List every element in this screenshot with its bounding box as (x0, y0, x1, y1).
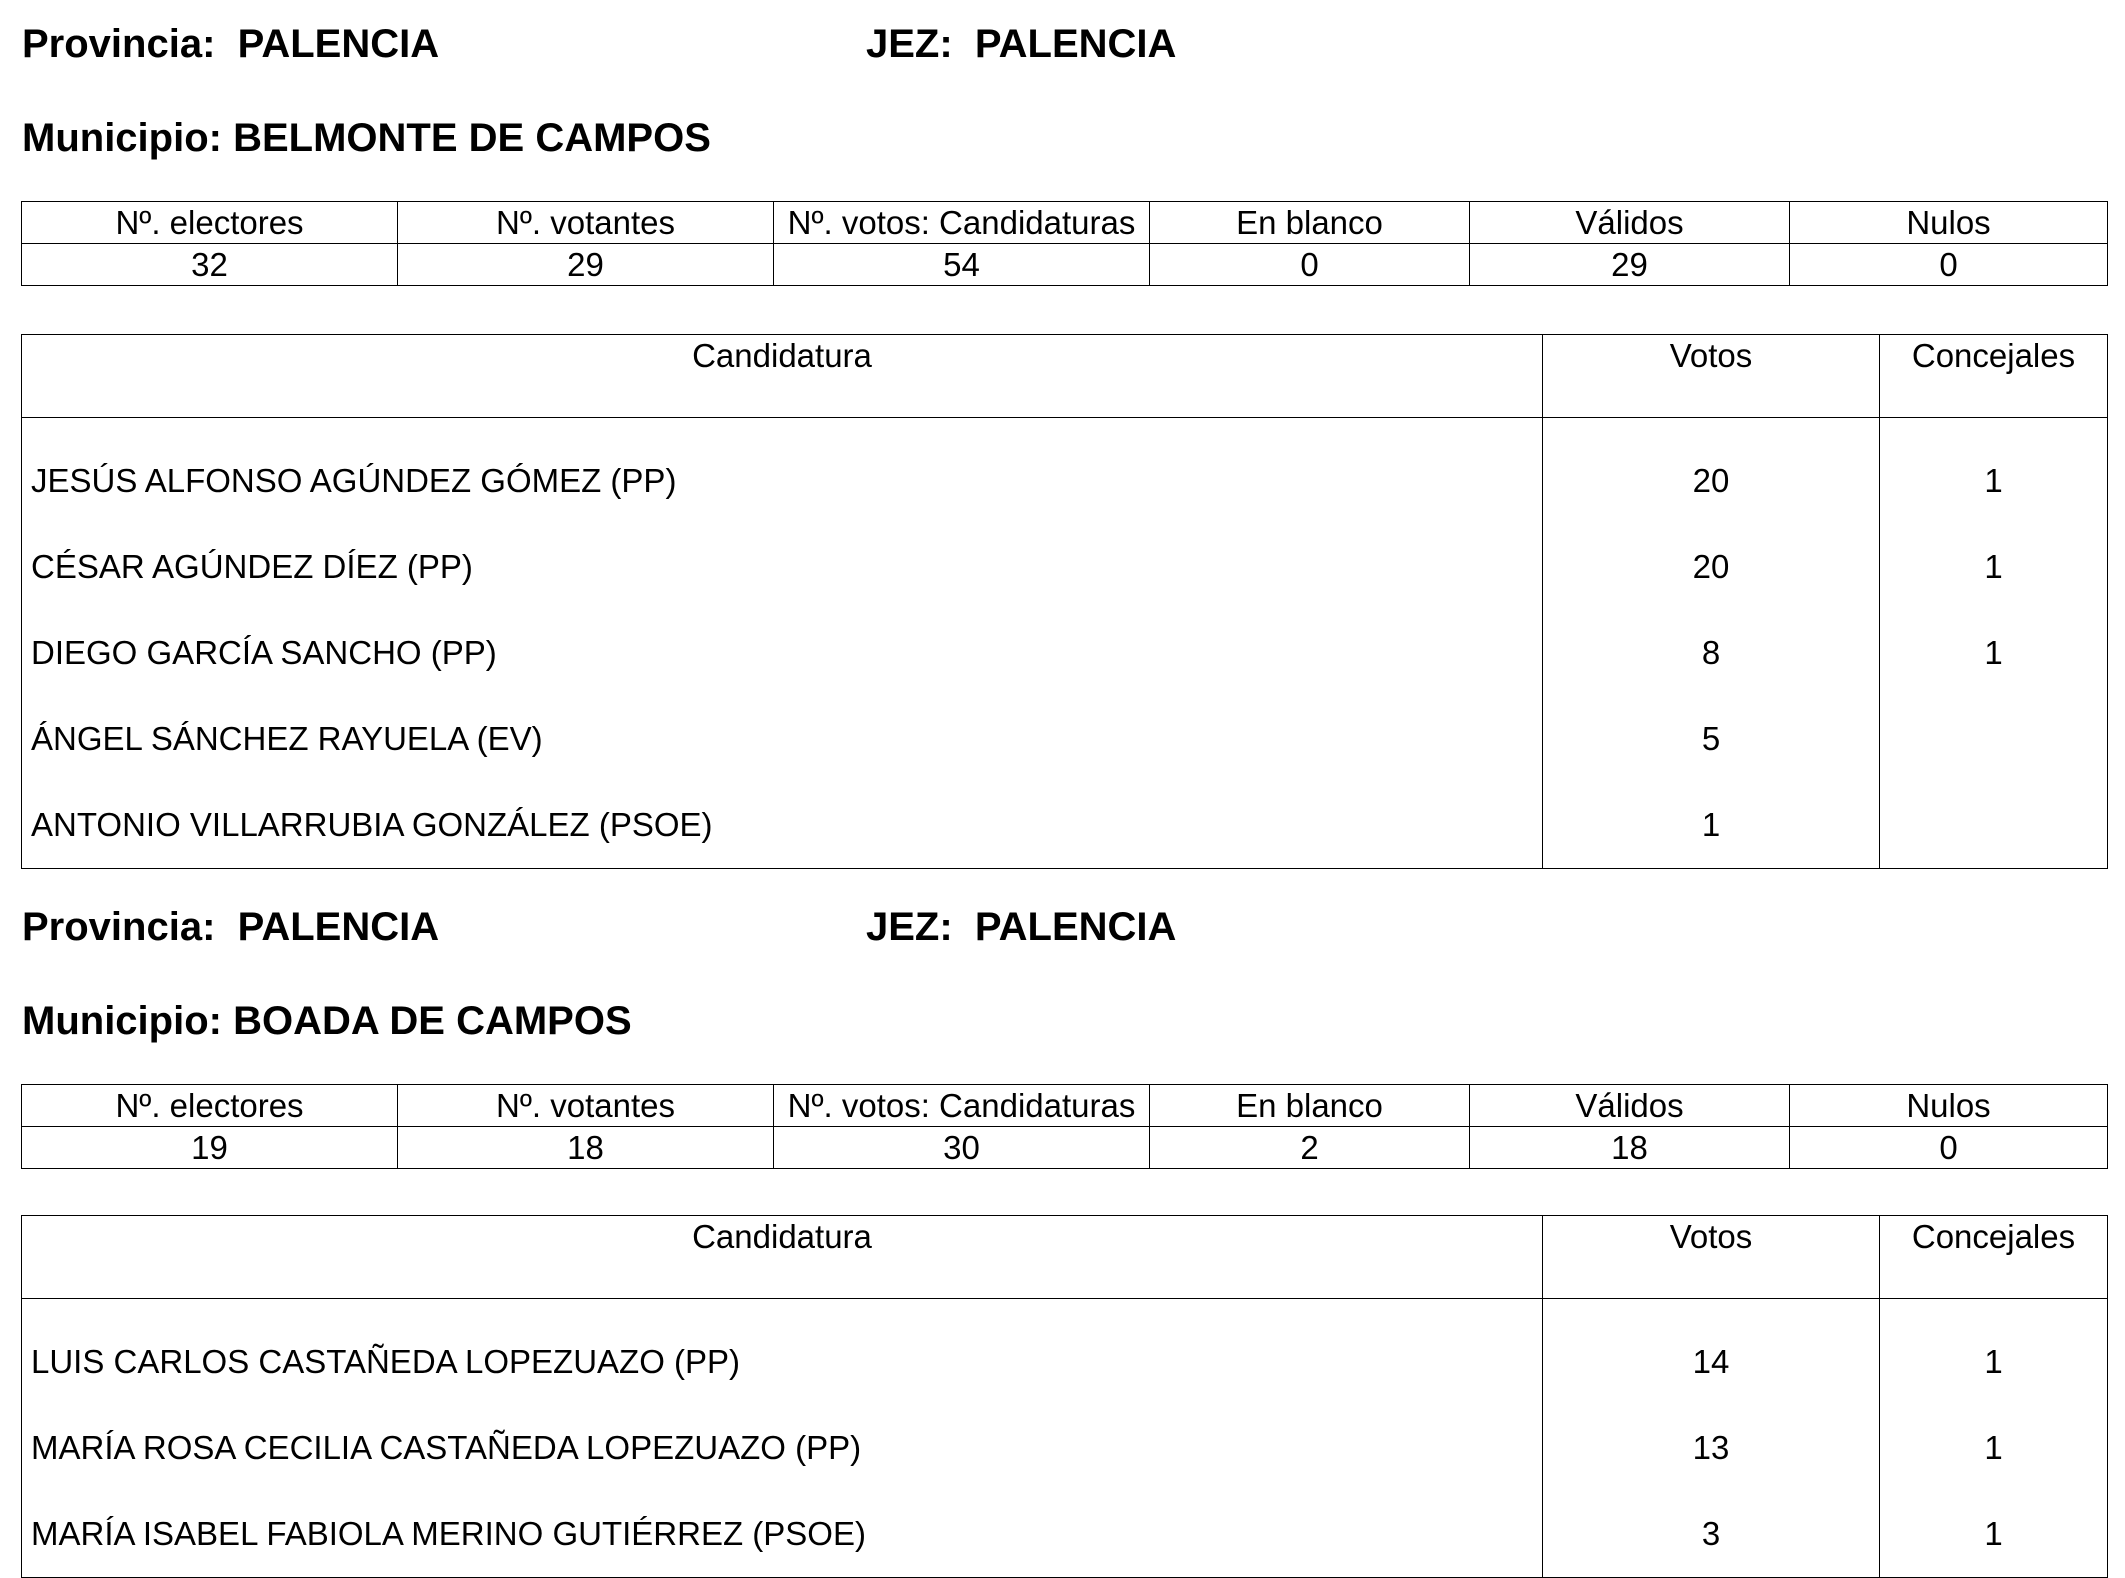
stats-value-cell: 0 (1790, 1127, 2108, 1169)
candidate-row (22, 1299, 2108, 1406)
stats-header-row (22, 202, 2108, 244)
candidate-votos: 3 (1543, 1491, 1880, 1578)
candidate-concejales: 1 (1880, 1405, 2108, 1491)
candidate-concejales: 1 (1880, 418, 2108, 525)
candidate-votos: 20 (1543, 418, 1880, 525)
candidates-table (21, 1215, 2108, 1578)
stats-value-cell: 54 (774, 244, 1150, 286)
candidate-name: MARÍA ROSA CECILIA CASTAÑEDA LOPEZUAZO (PP) (22, 1405, 1543, 1491)
candidates-table (21, 334, 2108, 869)
candidate-concejales (1880, 696, 2108, 782)
stats-table (21, 1084, 2108, 1169)
stats-value-cell: 18 (398, 1127, 774, 1169)
municipio-heading (22, 115, 711, 161)
municipio-label: Municipio: (22, 116, 222, 160)
provincia-label: Provincia: (22, 22, 216, 66)
stats-header-cell: Válidos (1470, 1085, 1790, 1127)
candidate-concejales: 1 (1880, 524, 2108, 610)
stats-header-cell: Nº. votos: Candidaturas (774, 202, 1150, 244)
stats-header-cell: En blanco (1150, 1085, 1470, 1127)
concejales-header: Concejales (1880, 335, 2108, 418)
stats-header-cell: En blanco (1150, 202, 1470, 244)
jez-label: JEZ: (866, 905, 953, 949)
candidate-concejales: 1 (1880, 1299, 2108, 1406)
votos-header: Votos (1543, 1216, 1880, 1299)
jez-value: PALENCIA (974, 22, 1177, 66)
candidate-name: MARÍA ISABEL FABIOLA MERINO GUTIÉRREZ (PSOE) (22, 1491, 1543, 1578)
provincia-heading (22, 904, 439, 950)
provincia-heading (22, 21, 439, 67)
stats-value-cell: 2 (1150, 1127, 1470, 1169)
provincia-label: Provincia: (22, 905, 216, 949)
candidates-header-row (22, 335, 2108, 418)
stats-value-cell: 29 (398, 244, 774, 286)
candidate-votos: 8 (1543, 610, 1880, 696)
candidates-header-row (22, 1216, 2108, 1299)
candidate-votos: 5 (1543, 696, 1880, 782)
provincia-value: PALENCIA (237, 905, 440, 949)
jez-heading (866, 904, 1176, 950)
candidate-name: ÁNGEL SÁNCHEZ RAYUELA (EV) (22, 696, 1543, 782)
municipio-value: BELMONTE DE CAMPOS (233, 116, 711, 160)
municipio-label: Municipio: (22, 999, 222, 1043)
stats-value-row (22, 1127, 2108, 1169)
candidate-row (22, 782, 2108, 869)
stats-table (21, 201, 2108, 286)
stats-value-cell: 30 (774, 1127, 1150, 1169)
candidate-name: CÉSAR AGÚNDEZ DÍEZ (PP) (22, 524, 1543, 610)
jez-heading (866, 21, 1176, 67)
municipio-value: BOADA DE CAMPOS (233, 999, 632, 1043)
candidate-row (22, 1491, 2108, 1578)
stats-header-cell: Nº. votantes (398, 202, 774, 244)
stats-value-cell: 18 (1470, 1127, 1790, 1169)
stats-header-cell: Nº. electores (22, 202, 398, 244)
candidate-row (22, 610, 2108, 696)
candidate-row (22, 696, 2108, 782)
stats-value-cell: 29 (1470, 244, 1790, 286)
candidate-concejales (1880, 782, 2108, 869)
stats-header-cell: Nº. votantes (398, 1085, 774, 1127)
candidate-votos: 20 (1543, 524, 1880, 610)
stats-header-cell: Válidos (1470, 202, 1790, 244)
stats-value-cell: 19 (22, 1127, 398, 1169)
candidatura-header: Candidatura (22, 335, 1543, 418)
stats-header-cell: Nulos (1790, 202, 2108, 244)
municipio-heading (22, 998, 632, 1044)
stats-header-cell: Nº. votos: Candidaturas (774, 1085, 1150, 1127)
jez-value: PALENCIA (974, 905, 1177, 949)
candidate-row (22, 418, 2108, 525)
stats-header-row (22, 1085, 2108, 1127)
candidate-name: ANTONIO VILLARRUBIA GONZÁLEZ (PSOE) (22, 782, 1543, 869)
candidate-votos: 13 (1543, 1405, 1880, 1491)
stats-header-cell: Nº. electores (22, 1085, 398, 1127)
candidate-row (22, 524, 2108, 610)
stats-value-cell: 0 (1790, 244, 2108, 286)
stats-value-row (22, 244, 2108, 286)
candidate-name: LUIS CARLOS CASTAÑEDA LOPEZUAZO (PP) (22, 1299, 1543, 1406)
candidate-votos: 1 (1543, 782, 1880, 869)
stats-header-cell: Nulos (1790, 1085, 2108, 1127)
candidate-concejales: 1 (1880, 610, 2108, 696)
stats-value-cell: 0 (1150, 244, 1470, 286)
candidatura-header: Candidatura (22, 1216, 1543, 1299)
concejales-header: Concejales (1880, 1216, 2108, 1299)
stats-value-cell: 32 (22, 244, 398, 286)
jez-label: JEZ: (866, 22, 953, 66)
votos-header: Votos (1543, 335, 1880, 418)
candidate-concejales: 1 (1880, 1491, 2108, 1578)
provincia-value: PALENCIA (237, 22, 440, 66)
candidate-votos: 14 (1543, 1299, 1880, 1406)
candidate-name: JESÚS ALFONSO AGÚNDEZ GÓMEZ (PP) (22, 418, 1543, 525)
candidate-row (22, 1405, 2108, 1491)
candidate-name: DIEGO GARCÍA SANCHO (PP) (22, 610, 1543, 696)
